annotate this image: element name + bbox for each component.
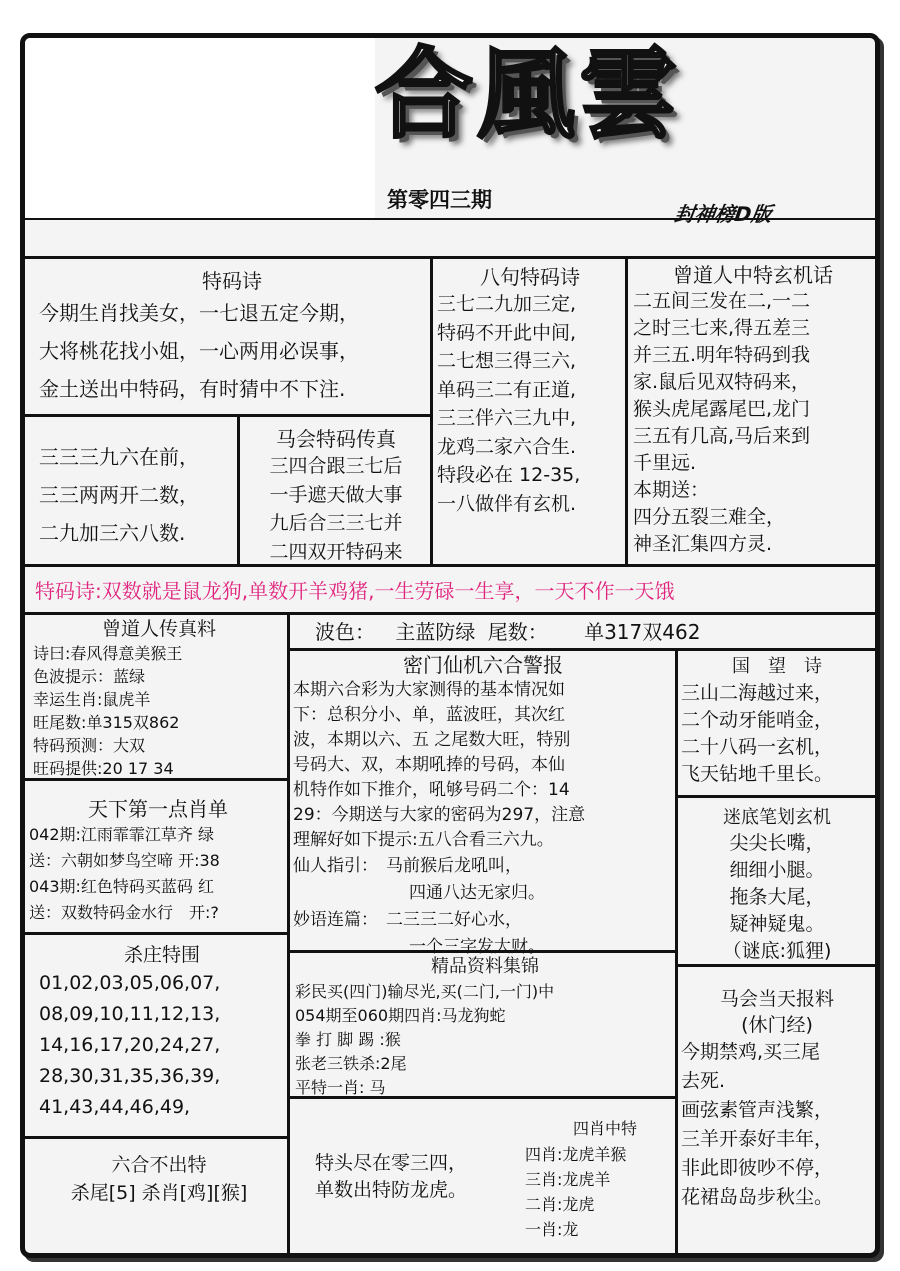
tianxia-line: 043期:红色特码买蓝码 红 bbox=[29, 877, 215, 896]
edition-label: 封神榜D版 bbox=[673, 202, 774, 226]
liuhe-title: 六合不出特 bbox=[111, 1154, 207, 1176]
jingpin-line: 平特一肖: 马 bbox=[295, 1078, 386, 1097]
midi-line: （谜底:狐狸) bbox=[722, 940, 832, 962]
zhenchuan-line: 色波提示：蓝绿 bbox=[33, 667, 146, 686]
mahui-chuanzhen-line: 三四合跟三七后 bbox=[269, 455, 403, 477]
blank-header-box bbox=[25, 38, 375, 218]
bajv-line: 特码不开此中间, bbox=[437, 321, 577, 344]
mahui-tianbao-line: 画弦素管声浅繁， bbox=[681, 1099, 834, 1121]
guowang-line: 二十八码一玄机， bbox=[681, 736, 834, 758]
bajv-section bbox=[437, 264, 623, 518]
sixiao-line: 一肖:龙 bbox=[525, 1220, 579, 1239]
divider bbox=[25, 564, 875, 567]
guowang-line: 二个动牙能哨金， bbox=[681, 709, 834, 731]
guowang-section bbox=[681, 654, 873, 788]
tail-value: 单317双462 bbox=[584, 620, 701, 644]
jingpin-line: 张老三铁杀:2尾 bbox=[295, 1054, 407, 1073]
mahui-chuanzhen-line: 一手遮天做大事 bbox=[269, 483, 403, 506]
divider bbox=[25, 932, 287, 935]
mimen-line: 理解好如下提示:五八合看三六九。 bbox=[293, 830, 554, 850]
zhiyin-line bbox=[293, 853, 673, 880]
mimen-line: 下：总积分小、单，蓝波旺，其次红 bbox=[293, 705, 565, 725]
divider bbox=[25, 218, 875, 220]
zhenchuan-line: 旺码提供:20 17 34 bbox=[33, 759, 174, 778]
bajv-line: 龙鸡二家六合生. bbox=[437, 435, 577, 458]
issue-number: 第零四三期 bbox=[387, 188, 492, 212]
mahui-tianbao-section bbox=[681, 986, 873, 1212]
zhiyin-label: 仙人指引： bbox=[293, 856, 378, 876]
mahui-chuanzhen-title: 马会特码传真 bbox=[276, 427, 396, 451]
zhenchuan-line: 诗曰:春风得意美猴王 bbox=[33, 644, 183, 663]
bajv-line: 三三伴六三九中, bbox=[437, 407, 577, 429]
guowang-line: 飞天钻地千里长。 bbox=[681, 763, 834, 785]
bajv-line: 二七想三得三六, bbox=[437, 350, 577, 372]
tema-poem-line: 今期生肖找美女，一七退五定今期， bbox=[39, 301, 359, 325]
zengdao-line: 二五间三发在二,一二 bbox=[633, 290, 811, 312]
midi-line: 细细小腿。 bbox=[729, 859, 825, 881]
miaoyu-label: 妙语连篇： bbox=[293, 910, 378, 930]
mimen-line: 号码大、双，本期吼捧的号码，本仙 bbox=[293, 755, 565, 775]
bajv-line: 特段必在 12-35, bbox=[437, 464, 581, 486]
mimen-line: 29：今期送与大家的密码为297，注意 bbox=[293, 805, 586, 825]
divider bbox=[25, 256, 875, 259]
miaoyu-line: 一个三字发大财。 bbox=[409, 937, 545, 957]
jingpin-title: 精品资料集锦 bbox=[431, 956, 539, 977]
tianxia-line: 042期:江雨霏霏江草齐 绿 bbox=[29, 825, 215, 844]
mimen-title: 密门仙机六合警报 bbox=[403, 653, 563, 677]
divider bbox=[287, 612, 290, 1253]
zhenchuan-line: 幸运生肖:鼠虎羊 bbox=[33, 690, 151, 709]
zengdao-line: 家.鼠后见双特码来， bbox=[633, 371, 811, 393]
bajv-line: 三七二九加三定, bbox=[437, 293, 577, 315]
jingpin-line: 054期至060期四肖:马龙狗蛇 bbox=[295, 1006, 506, 1025]
tetou-section bbox=[315, 1150, 525, 1204]
jingpin-section bbox=[295, 954, 675, 1100]
zengdao-line: 四分五裂三难全， bbox=[633, 506, 786, 528]
zhiyin-line: 四通八达无家归。 bbox=[409, 883, 545, 903]
tema-poem-line: 金土送出中特码，有时猜中不下注. bbox=[39, 377, 346, 401]
jingpin-line: 彩民买(四门)输尽光,买(二门,一门)中 bbox=[295, 982, 555, 1001]
divider bbox=[430, 256, 433, 564]
sixiao-section bbox=[525, 1116, 675, 1242]
bajv-line: 一八做伴有玄机. bbox=[437, 492, 577, 515]
zhiyin-text: 马前猴后龙吼叫， bbox=[386, 856, 522, 876]
midi-line: 尖尖长嘴， bbox=[729, 832, 825, 854]
zengdao-line: 本期送： bbox=[633, 479, 710, 501]
zengdao-line: 之时三七来,得五差三 bbox=[633, 317, 811, 339]
left-verse-line: 二九加三六八数. bbox=[39, 521, 186, 545]
tetou-line: 特头尽在零三四， bbox=[315, 1152, 468, 1174]
mahui-tianbao-line: 去死. bbox=[681, 1070, 726, 1092]
midi-title: 迷底笔划玄机 bbox=[723, 807, 831, 828]
shazhuang-line: 14,16,17,20,24,27, bbox=[39, 1034, 221, 1056]
tema-poem-line: 大将桃花找小姐，一心两用必误事， bbox=[39, 339, 359, 363]
midi-line: 拖条大尾， bbox=[729, 886, 825, 908]
mahui-tianbao-title: 马会当天报料 bbox=[719, 988, 834, 1010]
sixiao-line: 二肖:龙虎 bbox=[525, 1195, 595, 1214]
shazhuang-line: 28,30,31,35,36,39, bbox=[39, 1065, 221, 1087]
zhenchuan-line: 旺尾数:单315双862 bbox=[33, 713, 180, 732]
mimen-line: 机特作如下推介，吼够号码二个：14 bbox=[293, 780, 570, 800]
divider bbox=[237, 414, 240, 564]
tetou-line: 单数出特防龙虎。 bbox=[315, 1179, 468, 1201]
tianxia-line: 送：双数特码金水行 开:? bbox=[29, 903, 219, 922]
bose-row bbox=[315, 618, 870, 646]
sixiao-title: 四肖中特 bbox=[573, 1119, 638, 1138]
left-verse-line: 三三两两开二数， bbox=[39, 483, 199, 507]
mahui-tianbao-line: 三羊开泰好丰年， bbox=[681, 1128, 834, 1150]
zhenchuan-line: 特码预测：大双 bbox=[33, 736, 146, 755]
bajv-title: 八句特码诗 bbox=[480, 265, 580, 289]
shazhuang-section bbox=[39, 942, 285, 1123]
divider bbox=[25, 612, 875, 615]
shazhuang-line: 08,09,10,11,12,13, bbox=[39, 1003, 221, 1025]
miaoyu-text: 二三三二好心水， bbox=[386, 910, 522, 930]
shazhuang-title: 杀庄特围 bbox=[123, 944, 200, 966]
jingpin-line: 拳 打 脚 踢 :猴 bbox=[295, 1030, 401, 1049]
shazhuang-line: 01,02,03,05,06,07, bbox=[39, 972, 221, 994]
mahui-chuanzhen-line: 九后合三三七并 bbox=[269, 512, 403, 534]
bose-label: 波色： bbox=[315, 620, 375, 644]
zengdao-line: 猴头虎尾露尾巴,龙门 bbox=[633, 398, 811, 420]
zhenchuan-title: 曾道人传真料 bbox=[101, 618, 216, 640]
mahui-tianbao-subtitle: (休门经) bbox=[741, 1014, 813, 1036]
tema-poem-section bbox=[39, 268, 425, 408]
zengdao-line: 神圣汇集四方灵. bbox=[633, 533, 773, 555]
liuhe-text: 杀尾[5] 杀肖[鸡][猴] bbox=[70, 1182, 248, 1204]
bajv-line: 单码三二有正道, bbox=[437, 378, 577, 401]
divider bbox=[675, 795, 875, 798]
left-verse-line: 三三三九六在前， bbox=[39, 445, 199, 469]
mahui-tianbao-line: 非此即彼吵不停， bbox=[681, 1157, 834, 1179]
liuhe-section bbox=[33, 1152, 285, 1208]
mimen-line: 本期六合彩为大家测得的基本情况如 bbox=[293, 680, 565, 700]
divider bbox=[625, 256, 628, 564]
zengdao-section bbox=[633, 262, 873, 558]
left-verse-section bbox=[39, 438, 234, 552]
tail-label: 尾数： bbox=[487, 620, 548, 644]
newspaper-frame bbox=[20, 33, 880, 1258]
tianxia-section bbox=[29, 796, 287, 926]
zengdao-line: 千里远. bbox=[633, 452, 697, 474]
divider bbox=[25, 1136, 287, 1139]
guowang-line: 三山二海越过来， bbox=[681, 682, 834, 704]
miaoyu-line bbox=[293, 907, 673, 934]
zengdao-title: 曾道人中特玄机话 bbox=[673, 263, 833, 287]
mimen-line: 波，本期以六、五 之尾数大旺，特别 bbox=[293, 730, 571, 750]
mahui-tianbao-line: 花裙岛岛步秋尘。 bbox=[681, 1186, 834, 1208]
tianxia-title: 天下第一点肖单 bbox=[88, 797, 228, 821]
guowang-title: 国 望 诗 bbox=[732, 656, 822, 677]
tema-poem-title: 特码诗 bbox=[202, 269, 262, 293]
masthead-logo: 合風雲 bbox=[375, 37, 682, 152]
sixiao-line: 三肖:龙虎羊 bbox=[525, 1170, 611, 1189]
midi-line: 疑神疑鬼。 bbox=[729, 913, 825, 935]
zengdao-line: 并三五.明年特码到我 bbox=[633, 344, 811, 366]
divider bbox=[675, 648, 678, 1253]
mahui-chuanzhen-section bbox=[243, 426, 429, 566]
bose-value: 主蓝防绿 bbox=[395, 620, 476, 644]
pink-banner: 特码诗:双数就是鼠龙狗,单数开羊鸡猪,一生劳碌一生享，一天不作一天饿 bbox=[35, 579, 675, 603]
zhenchuan-section bbox=[33, 616, 285, 780]
mahui-chuanzhen-line: 二四双开特码来 bbox=[269, 540, 403, 563]
sixiao-line: 四肖:龙虎羊猴 bbox=[525, 1145, 627, 1164]
zengdao-line: 三五有几高,马后来到 bbox=[633, 425, 811, 447]
tianxia-line: 送：六朝如梦鸟空啼 开:38 bbox=[29, 851, 220, 870]
midi-section bbox=[681, 806, 873, 965]
shazhuang-line: 41,43,44,46,49, bbox=[39, 1096, 191, 1118]
mahui-tianbao-line: 今期禁鸡,买三尾 bbox=[681, 1041, 821, 1063]
mimen-section bbox=[293, 652, 673, 961]
divider bbox=[25, 414, 430, 417]
divider bbox=[287, 648, 875, 651]
